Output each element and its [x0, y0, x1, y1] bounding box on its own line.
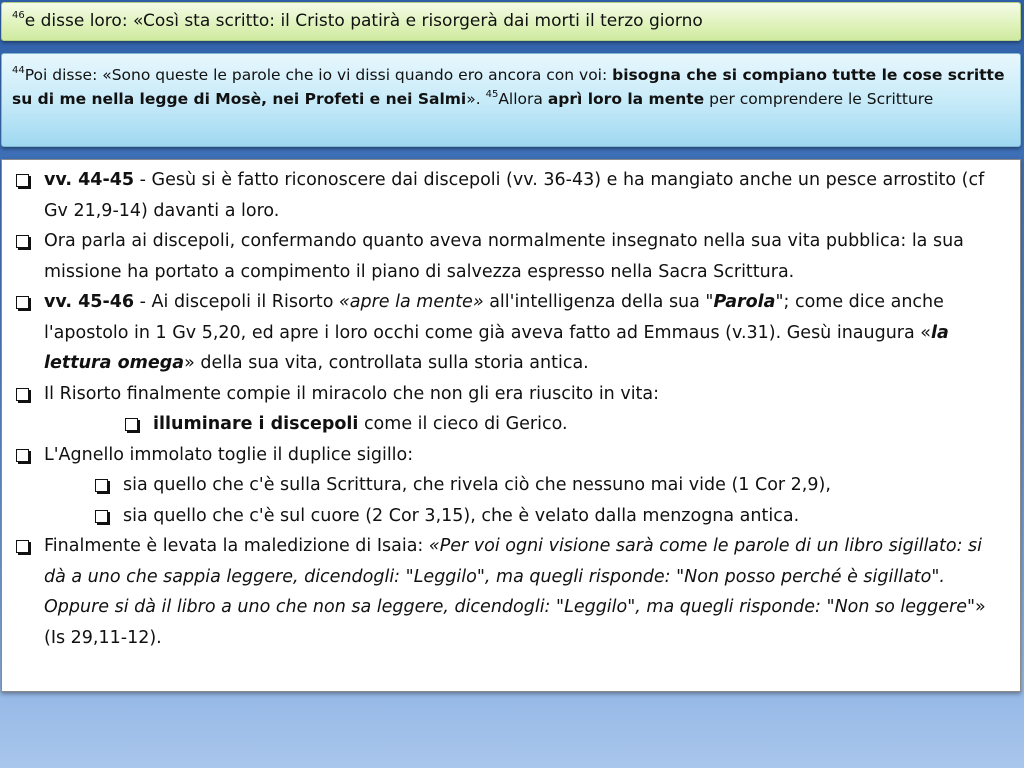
verse-45-end: per comprendere le Scritture [704, 90, 934, 108]
gospel-passage-box [1, 53, 1021, 147]
commentary-list [14, 165, 1006, 653]
verse-44-end: ». [466, 90, 486, 108]
checkbox-bullet-icon [16, 388, 29, 401]
verse-44-text: Poi disse: «Sono queste le parole che io vi dissi quando ero ancora con voi: [24, 66, 613, 84]
verse-46-text: e disse loro: «Così sta scritto: il Cristo patirà e risorgerà dai morti il terzo giorno [24, 11, 703, 31]
bullet-heading: vv. 44-45 [44, 170, 135, 190]
bullet-vv-45-46 [14, 287, 1006, 379]
bullet-text: "; come dice anche l'apostolo in 1 Gv 5,20, ed apre i loro occhi come già aveva fatto ad Emmaus (v.31). Gesù inaugura « [44, 292, 944, 343]
bullet-double-seal [14, 440, 1006, 471]
bullet-public-life [14, 226, 1006, 287]
bullet-text: sia quello che c'è sul cuore (2 Cor 3,15), che è velato dalla menzogna antica. [123, 505, 800, 526]
bullet-text: sia quello che c'è sulla Scrittura, che rivela ciò che nessuno mai vide (1 Cor 2,9), [123, 475, 831, 495]
verse-46-banner [1, 2, 1021, 41]
bullet-heading: illuminare i discepoli [153, 414, 359, 434]
bullet-isaiah-curse [14, 531, 1006, 653]
checkbox-bullet-icon [125, 418, 138, 431]
verse-45-text: Allora [498, 90, 548, 108]
checkbox-bullet-icon [16, 449, 29, 462]
sub-bullet-illuminate [123, 409, 1006, 440]
sub-bullet-scripture-seal [93, 470, 1006, 501]
bullet-text: » (Is 29,11-12). [44, 597, 986, 648]
bullet-bold-italic-lettura: la lettura omega [44, 322, 949, 373]
checkbox-bullet-icon [16, 540, 29, 553]
sub-bullet-heart-seal [93, 501, 1006, 532]
commentary-box [1, 159, 1021, 692]
bullet-italic-quote: «Per voi ogni visione sarà come le parole di un libro sigillato: si dà a uno che sappia leggere, dicendogli: "Leggilo", ma quegli risponde: "Non posso perché è sigillato". Oppure si dà il libro a uno che non sa leggere, dicendogli: "Leggilo", ma quegli risponde: "Non so leggere" [44, 536, 983, 617]
bullet-text: Finalmente è levata la maledizione di Isaia: [44, 536, 429, 556]
verse-45-bold-text: aprì loro la mente [547, 90, 705, 108]
bullet-miracle [14, 379, 1006, 410]
checkbox-bullet-icon [95, 479, 108, 492]
bullet-text: Il Risorto finalmente compie il miracolo che non gli era riuscito in vita: [44, 383, 660, 404]
bullet-italic-quote: «apre la mente» [338, 292, 484, 312]
checkbox-bullet-icon [16, 235, 29, 248]
bullet-text: Ora parla ai discepoli, confermando quanto aveva normalmente insegnato nella sua vita pubblica: la sua missione ha portato a compimento il piano di salvezza espresso nella Sacra Scrittura. [44, 231, 964, 282]
checkbox-bullet-icon [16, 174, 29, 187]
verse-number-46: 46 [12, 10, 25, 22]
checkbox-bullet-icon [95, 510, 108, 523]
bullet-text: all'intelligenza della sua " [483, 292, 714, 312]
bullet-bold-italic-parola: Parola [713, 292, 776, 312]
bullet-heading: vv. 45-46 [44, 292, 135, 312]
bullet-text: come il cieco di Gerico. [358, 414, 568, 434]
bullet-text: - Gesù si è fatto riconoscere dai discepoli (vv. 36-43) e ha mangiato anche un pesce arrostito (cf Gv 21,9-14) davanti a loro. [44, 170, 985, 221]
checkbox-bullet-icon [16, 296, 29, 309]
verse-number-44: 44 [12, 64, 25, 76]
verse-44-bold-text: bisogna che si compiano tutte le cose scritte su di me nella legge di Mosè, nei Profeti e nei Salmi [12, 66, 1005, 108]
bullet-text: L'Agnello immolato toglie il duplice sigillo: [44, 444, 414, 465]
bullet-text: » della sua vita, controllata sulla storia antica. [184, 353, 589, 373]
bullet-vv-44-45 [14, 165, 1006, 226]
verse-number-45: 45 [485, 88, 499, 100]
bullet-text: - Ai discepoli il Risorto [134, 292, 339, 312]
